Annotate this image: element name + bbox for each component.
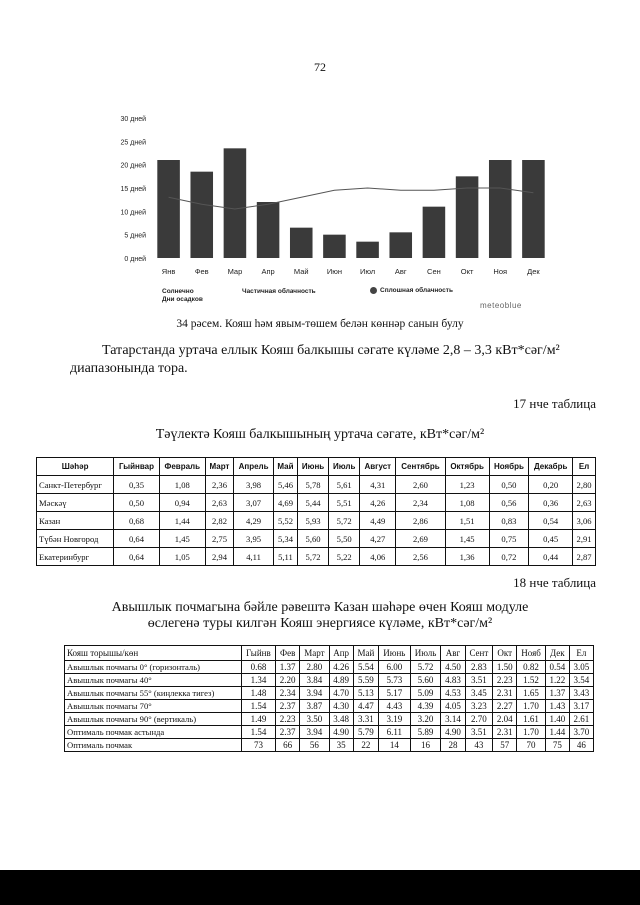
table-17-cell: 5,78 — [298, 476, 329, 494]
table-18-cell: 0.82 — [517, 661, 545, 674]
table-18-cell: 14 — [379, 739, 411, 752]
table-18-cell: 70 — [517, 739, 545, 752]
scan-border — [0, 870, 640, 905]
table-18-cell: 43 — [465, 739, 493, 752]
table-17-title: Тәүлектә Кояш балкышының уртача сәгате, кВт*сәг/м² — [155, 427, 485, 442]
table-18-cell: 3.87 — [300, 700, 329, 713]
table-18-header-cell: Кояш торышы/көн — [65, 646, 242, 661]
table-18-cell: 5.79 — [353, 726, 378, 739]
table-17-row-label: Түбән Новгород — [37, 530, 114, 548]
table-18-cell: 3.23 — [465, 700, 493, 713]
table-18-cell: 1.22 — [545, 674, 569, 687]
table-18-cell: 4.26 — [329, 661, 353, 674]
table-17-cell: 5,34 — [273, 530, 297, 548]
table-18-cell: 4.30 — [329, 700, 353, 713]
x-tick-label: Дек — [527, 267, 540, 276]
chart-bar — [389, 232, 412, 258]
table-18-cell: 3.43 — [569, 687, 593, 700]
table-17-cell: 3,98 — [234, 476, 274, 494]
table-18-cell: 5.13 — [353, 687, 378, 700]
table-18-header-cell: Ел — [569, 646, 593, 661]
table-18-row — [65, 726, 594, 739]
table-18-title-line-2: өслегенә туры килгән Кояш энергиясе күләме, кВт*сәг/м² — [147, 616, 493, 631]
table-18-cell: 2.37 — [276, 700, 300, 713]
chart-bar — [489, 160, 512, 258]
table-18-cell: 5.54 — [353, 661, 378, 674]
x-tick-label: Май — [293, 267, 309, 276]
table-17-cell: 2,60 — [396, 476, 445, 494]
table-18-cell: 1.37 — [276, 661, 300, 674]
table-17-cell: 2,63 — [205, 494, 233, 512]
table-17-cell: 0,45 — [529, 530, 573, 548]
table-18-cell: 3.45 — [465, 687, 493, 700]
table-18-cell: 56 — [300, 739, 329, 752]
table-17-header-cell: Август — [360, 458, 396, 476]
table-17-cell: 1,45 — [159, 530, 205, 548]
table-18-row-label: Авышлык почмагы 0° (горизонталь) — [65, 661, 242, 674]
table-18-cell: 4.50 — [441, 661, 465, 674]
table-18-cell: 3.50 — [300, 713, 329, 726]
table-18-cell: 5.89 — [410, 726, 441, 739]
table-18-cell: 2.23 — [493, 674, 517, 687]
table-17-cell: 0,50 — [114, 494, 159, 512]
table-18-cell: 3.19 — [379, 713, 411, 726]
table-18-cell: 22 — [353, 739, 378, 752]
table-17-cell: 5,93 — [298, 512, 329, 530]
table-18-cell: 2.34 — [276, 687, 300, 700]
table-18-cell: 1.70 — [517, 726, 545, 739]
table-17-cell: 5,22 — [329, 548, 360, 566]
table-17-cell: 0,94 — [159, 494, 205, 512]
table-17-cell: 5,52 — [273, 512, 297, 530]
table-18-cell: 3.54 — [569, 674, 593, 687]
table-18-cell: 4.70 — [329, 687, 353, 700]
table-17-cell: 2,36 — [205, 476, 233, 494]
table-18-cell: 2.70 — [465, 713, 493, 726]
table-17-cell: 0,75 — [489, 530, 529, 548]
table-17-row — [37, 476, 596, 494]
chart-bar — [290, 228, 313, 258]
x-tick-label: Окт — [460, 267, 474, 276]
table-17-row-label: Екатеринбург — [37, 548, 114, 566]
table-18-cell: 1.52 — [517, 674, 545, 687]
table-17-cell: 2,75 — [205, 530, 233, 548]
chart-y-axis — [121, 115, 147, 263]
table-18-cell: 5.60 — [410, 674, 441, 687]
table-18-cell: 16 — [410, 739, 441, 752]
table-18-cell: 3.94 — [300, 726, 329, 739]
table-18-cell: 1.43 — [545, 700, 569, 713]
table-17-cell: 3,07 — [234, 494, 274, 512]
table-18-cell: 3.51 — [465, 726, 493, 739]
x-tick-label: Июл — [359, 267, 376, 276]
table-18-cell: 3.84 — [300, 674, 329, 687]
table-18-cell: 6.00 — [379, 661, 411, 674]
table-18-cell: 1.54 — [241, 700, 275, 713]
table-18-cell: 1.54 — [241, 726, 275, 739]
table-18-header-row — [65, 646, 594, 661]
table-18-cell: 4.47 — [353, 700, 378, 713]
table-17-cell: 0,20 — [529, 476, 573, 494]
table-18-header-cell: Июль — [410, 646, 441, 661]
chart-precip-line — [169, 188, 534, 209]
table-18-cell: 4.05 — [441, 700, 465, 713]
cloudiness-chart — [100, 108, 570, 308]
table-18-header-cell: Май — [353, 646, 378, 661]
table-18-body — [65, 661, 594, 752]
table-17-cell: 2,34 — [396, 494, 445, 512]
table-17-cell: 5,61 — [329, 476, 360, 494]
table-18-cell: 6.11 — [379, 726, 411, 739]
table-17-cell: 1,36 — [445, 548, 489, 566]
table-18 — [64, 645, 594, 752]
x-tick-label: Ноя — [493, 267, 508, 276]
table-18-cell: 3.31 — [353, 713, 378, 726]
table-17-row-label: Мәскәү — [37, 494, 114, 512]
table-17-header-cell: Ел — [573, 458, 596, 476]
table-17-row — [37, 548, 596, 566]
x-tick-label: Фев — [194, 267, 209, 276]
table-17-cell: 1,08 — [445, 494, 489, 512]
legend-item-partly-cloudy: Частичная облачность — [242, 288, 316, 295]
y-tick-label: 15 дней — [120, 186, 146, 193]
table-18-cell: 2.83 — [465, 661, 493, 674]
table-18-cell: 35 — [329, 739, 353, 752]
table-17-cell: 1,45 — [445, 530, 489, 548]
table-17-row — [37, 512, 596, 530]
table-17-cell: 4,06 — [360, 548, 396, 566]
table-17-row — [37, 530, 596, 548]
table-17-cell: 2,87 — [573, 548, 596, 566]
chart-bar — [157, 160, 180, 258]
table-17-cell: 5,72 — [298, 548, 329, 566]
legend-item-overcast — [370, 287, 453, 294]
table-17 — [36, 457, 596, 566]
x-tick-label: Авг — [394, 267, 407, 276]
table-17-cell: 0,68 — [114, 512, 159, 530]
table-18-cell: 5.73 — [379, 674, 411, 687]
table-17-cell: 0,64 — [114, 530, 159, 548]
table-17-cell: 4,49 — [360, 512, 396, 530]
table-17-header-cell: Июнь — [298, 458, 329, 476]
page-number: 72 — [314, 60, 326, 74]
table-18-cell: 28 — [441, 739, 465, 752]
table-17-cell: 2,91 — [573, 530, 596, 548]
table-18-cell: 4.53 — [441, 687, 465, 700]
table-18-cell: 1.49 — [241, 713, 275, 726]
table-17-header-cell: Декабрь — [529, 458, 573, 476]
legend-item-sunny: Солнечно — [162, 288, 194, 295]
y-tick-label: 25 дней — [120, 139, 146, 147]
table-18-header-cell: Сент — [465, 646, 493, 661]
table-18-header-cell: Апр — [329, 646, 353, 661]
table-17-row-label: Казан — [37, 512, 114, 530]
table-17-cell: 5,60 — [298, 530, 329, 548]
table-18-row — [65, 674, 594, 687]
table-17-cell: 2,94 — [205, 548, 233, 566]
table-17-cell: 1,05 — [159, 548, 205, 566]
body-paragraph: Татарстанда уртача еллык Кояш балкышы сәгате күләме 2,8 – 3,3 кВт*сәг/м² диапазонында тора. — [70, 343, 560, 376]
chart-bars — [157, 148, 544, 258]
table-18-cell: 0.54 — [545, 661, 569, 674]
table-18-cell: 3.51 — [465, 674, 493, 687]
table-17-row — [37, 494, 596, 512]
table-17-cell: 2,56 — [396, 548, 445, 566]
table-18-cell: 2.37 — [276, 726, 300, 739]
table-18-title — [0, 600, 640, 632]
table-18-cell: 2.31 — [493, 726, 517, 739]
y-tick-label: 10 дней — [120, 209, 146, 217]
table-18-cell: 5.72 — [410, 661, 441, 674]
table-17-cell: 5,11 — [273, 548, 297, 566]
table-17-header-cell: Март — [205, 458, 233, 476]
table-17-cell: 0,36 — [529, 494, 573, 512]
table-18-cell: 3.17 — [569, 700, 593, 713]
table-18-cell: 4.90 — [329, 726, 353, 739]
table-18-cell: 1.44 — [545, 726, 569, 739]
table-18-cell: 75 — [545, 739, 569, 752]
y-tick-label: 5 дней — [124, 232, 146, 240]
chart-bar — [522, 160, 545, 258]
table-18-cell: 3.05 — [569, 661, 593, 674]
table-18-row-label: Авышлык почмагы 40° — [65, 674, 242, 687]
table-17-cell: 0,50 — [489, 476, 529, 494]
table-18-cell: 2.80 — [300, 661, 329, 674]
table-17-cell: 0,56 — [489, 494, 529, 512]
table-17-cell: 3,95 — [234, 530, 274, 548]
x-tick-label: Апр — [261, 267, 275, 276]
table-17-cell: 2,69 — [396, 530, 445, 548]
table-18-cell: 2.04 — [493, 713, 517, 726]
table-17-header-cell: Июль — [329, 458, 360, 476]
table-18-cell: 5.17 — [379, 687, 411, 700]
table-18-cell: 5.09 — [410, 687, 441, 700]
table-17-cell: 0,72 — [489, 548, 529, 566]
table-18-cell: 0.68 — [241, 661, 275, 674]
table-17-cell: 0,64 — [114, 548, 159, 566]
table-17-cell: 4,11 — [234, 548, 274, 566]
table-18-cell: 2.61 — [569, 713, 593, 726]
table-18-cell: 1.37 — [545, 687, 569, 700]
table-18-cell: 3.48 — [329, 713, 353, 726]
chart-bar — [323, 235, 346, 258]
table-18-cell: 1.65 — [517, 687, 545, 700]
table-18-cell: 4.39 — [410, 700, 441, 713]
table-18-cell: 4.89 — [329, 674, 353, 687]
table-18-cell: 66 — [276, 739, 300, 752]
table-17-cell: 1,51 — [445, 512, 489, 530]
table-18-header-cell: Авг — [441, 646, 465, 661]
chart-bar — [224, 148, 247, 258]
table-17-cell: 1,44 — [159, 512, 205, 530]
table-18-header-cell: Фев — [276, 646, 300, 661]
y-tick-label: 20 дней — [120, 162, 146, 170]
table-17-cell: 5,50 — [329, 530, 360, 548]
table-18-cell: 1.70 — [517, 700, 545, 713]
y-tick-label: 30 дней — [120, 116, 146, 123]
table-17-cell: 2,63 — [573, 494, 596, 512]
table-18-cell: 1.61 — [517, 713, 545, 726]
table-17-cell: 4,31 — [360, 476, 396, 494]
table-18-cell: 1.48 — [241, 687, 275, 700]
table-18-cell: 1.40 — [545, 713, 569, 726]
table-18-cell: 3.20 — [410, 713, 441, 726]
table-17-cell: 2,80 — [573, 476, 596, 494]
table-18-row-label: Авышлык почмагы 55° (киңлекка тигез) — [65, 687, 242, 700]
table-17-cell: 0,54 — [529, 512, 573, 530]
table-17-cell: 4,69 — [273, 494, 297, 512]
chart-bar — [190, 172, 213, 258]
table-18-row — [65, 661, 594, 674]
table-18-row — [65, 687, 594, 700]
table-18-cell: 2.23 — [276, 713, 300, 726]
table-17-cell: 5,44 — [298, 494, 329, 512]
x-tick-label: Сен — [427, 267, 441, 276]
table-17-body — [37, 476, 596, 566]
table-17-header-cell: Сентябрь — [396, 458, 445, 476]
table-18-header-cell: Март — [300, 646, 329, 661]
table-17-cell: 3,06 — [573, 512, 596, 530]
table-18-header-cell: Июнь — [379, 646, 411, 661]
table-18-cell: 73 — [241, 739, 275, 752]
precip-days-line — [169, 188, 534, 209]
table-18-cell: 5.59 — [353, 674, 378, 687]
table-17-cell: 0,83 — [489, 512, 529, 530]
table-17-cell: 0,35 — [114, 476, 159, 494]
table-17-header-cell: Октябрь — [445, 458, 489, 476]
table-18-title-line-1: Авышлык почмагына бәйле рәвештә Казан шәһәре өчен Кояш модуле — [111, 600, 529, 615]
table-17-header-cell: Февраль — [159, 458, 205, 476]
table-17-cell: 5,51 — [329, 494, 360, 512]
table-18-cell: 4.90 — [441, 726, 465, 739]
table-18-cell: 4.43 — [379, 700, 411, 713]
table-17-cell: 5,72 — [329, 512, 360, 530]
table-18-label: 18 нче таблица — [513, 575, 596, 590]
table-17-cell: 0,44 — [529, 548, 573, 566]
chart-caption: 34 рәсем. Кояш һәм явым-төшем белән көннәр санын булу — [176, 318, 464, 330]
chart-bar — [356, 242, 379, 258]
table-18-cell: 3.70 — [569, 726, 593, 739]
table-17-row-label: Санкт-Петербург — [37, 476, 114, 494]
table-18-cell: 2.20 — [276, 674, 300, 687]
table-17-header-row — [37, 458, 596, 476]
table-18-cell: 57 — [493, 739, 517, 752]
table-18-row-label: Авышлык почмагы 70° — [65, 700, 242, 713]
table-17-header-cell: Шәһәр — [37, 458, 114, 476]
table-18-header-cell: Гыйнв — [241, 646, 275, 661]
table-17-cell: 4,27 — [360, 530, 396, 548]
table-18-row — [65, 713, 594, 726]
table-18-cell: 1.50 — [493, 661, 517, 674]
chart-x-axis — [162, 267, 541, 276]
table-18-cell: 4.83 — [441, 674, 465, 687]
table-18-row-label: Оптималь почмак — [65, 739, 242, 752]
table-18-row — [65, 700, 594, 713]
table-17-cell: 1,23 — [445, 476, 489, 494]
legend-overcast-label: Сплошная облачность — [380, 287, 453, 295]
table-18-cell: 46 — [569, 739, 593, 752]
table-18-row-label: Оптималь почмак астында — [65, 726, 242, 739]
y-tick-label: 0 дней — [124, 256, 146, 263]
table-18-cell: 3.14 — [441, 713, 465, 726]
table-18-cell: 2.31 — [493, 687, 517, 700]
table-17-cell: 1,08 — [159, 476, 205, 494]
table-18-header-cell: Нояб — [517, 646, 545, 661]
x-tick-label: Июн — [326, 267, 343, 276]
table-17-header-cell: Ноябрь — [489, 458, 529, 476]
table-17-cell: 2,82 — [205, 512, 233, 530]
table-18-header-cell: Окт — [493, 646, 517, 661]
table-17-cell: 5,46 — [273, 476, 297, 494]
table-18-cell: 2.27 — [493, 700, 517, 713]
table-17-cell: 4,26 — [360, 494, 396, 512]
table-17-header-cell: Май — [273, 458, 297, 476]
table-17-header-cell: Апрель — [234, 458, 274, 476]
table-18-cell: 1.34 — [241, 674, 275, 687]
legend-item-precip-days: Дни осадков — [162, 296, 203, 303]
chart-bar — [423, 207, 446, 258]
table-17-cell: 4,29 — [234, 512, 274, 530]
table-18-cell: 3.94 — [300, 687, 329, 700]
table-18-header-cell: Дек — [545, 646, 569, 661]
table-17-label: 17 нче таблица — [513, 396, 596, 411]
table-17-cell: 2,86 — [396, 512, 445, 530]
table-17-header-cell: Гыйнвар — [114, 458, 159, 476]
chart-watermark: meteoblue — [480, 301, 522, 310]
table-18-row — [65, 739, 594, 752]
x-tick-label: Янв — [161, 267, 176, 276]
chart-bar — [257, 202, 280, 258]
overcast-dot-icon — [370, 287, 377, 294]
x-tick-label: Мар — [227, 267, 243, 276]
table-18-row-label: Авышлык почмагы 90° (вертикаль) — [65, 713, 242, 726]
